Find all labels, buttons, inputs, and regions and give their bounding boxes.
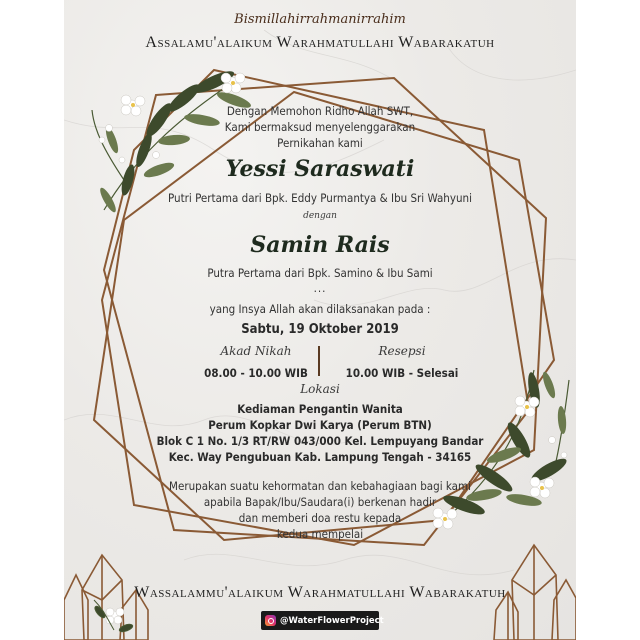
location-line-3: Blok C 1 No. 1/3 RT/RW 043/000 Kel. Lempuyang Bandar <box>156 434 484 448</box>
closing-line-4: kedua mempelai <box>276 527 364 541</box>
separator-dots: ... <box>313 281 327 295</box>
groom-parents: Putra Pertama dari Bpk. Samino & Ibu Sami <box>207 266 433 280</box>
bride-name: Yessi Saraswati <box>225 156 415 182</box>
intro-line-3: Pernikahan kami <box>277 136 363 150</box>
event-date: Sabtu, 19 Oktober 2019 <box>241 322 399 337</box>
bride-parents: Putri Pertama dari Bpk. Eddy Purmantya & Ibu Sri Wahyuni <box>168 191 472 205</box>
instagram-handle: @WaterFlowerProject <box>280 615 384 626</box>
crystals-bottom-right <box>64 0 576 640</box>
instagram-badge[interactable] <box>261 611 384 630</box>
intro-line-2: Kami bermaksud menyelenggarakan <box>224 120 416 134</box>
location-line-2: Perum Kopkar Dwi Karya (Perum BTN) <box>208 418 432 432</box>
location-label: Lokasi <box>300 382 340 396</box>
closing-line-3: dan memberi doa restu kepada <box>238 511 402 525</box>
location-line-4: Kec. Way Pengubuan Kab. Lampung Tengah - 34165 <box>168 450 472 464</box>
event-intro: yang Insya Allah akan dilaksanakan pada : <box>209 302 431 316</box>
bismillah-text: Bismillahirrahmanirrahim <box>234 12 406 27</box>
resepsi-time: 10.00 WIB - Selesai <box>345 366 459 380</box>
groom-name: Samin Rais <box>250 232 390 258</box>
event-divider <box>318 346 320 376</box>
akad-time: 08.00 - 10.00 WIB <box>204 366 308 380</box>
instagram-icon <box>265 615 276 626</box>
closing-line-2: apabila Bapak/Ibu/Saudara(i) berkenan hadir <box>203 495 437 509</box>
resepsi-label: Resepsi <box>378 344 426 358</box>
opening-greeting: Assalamu'alaikum Warahmatullahi Wabarakatuh <box>145 34 495 51</box>
intro-line-1: Dengan Memohon Ridho Allah SWT, <box>226 104 414 118</box>
closing-greeting: Wassalammu'alaikum Warahmatullahi Wabarakatuh <box>134 584 506 601</box>
invitation-card <box>64 0 576 640</box>
akad-label: Akad Nikah <box>220 344 292 358</box>
closing-line-1: Merupakan suatu kehormatan dan kebahagiaan bagi kami <box>169 479 471 493</box>
connector-text: dengan <box>303 211 337 221</box>
location-line-1: Kediaman Pengantin Wanita <box>237 402 403 416</box>
